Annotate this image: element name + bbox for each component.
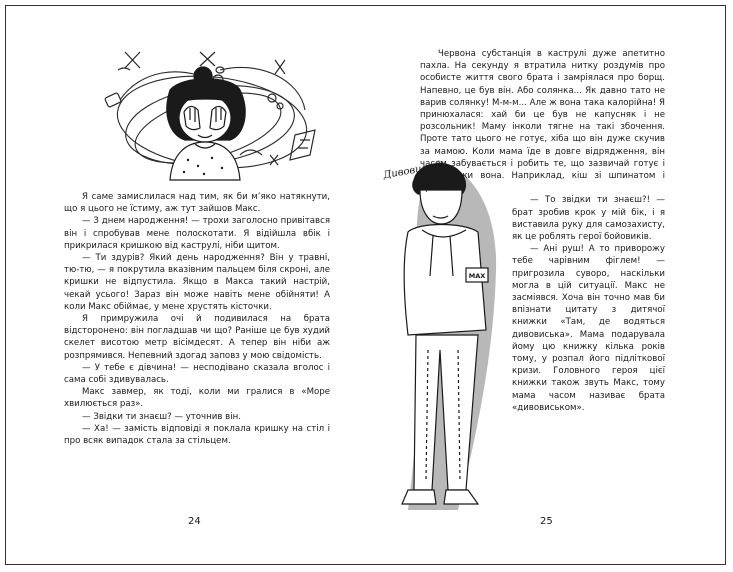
paragraph: Я примружила очі й подивилася на брата відсторонено: він погладшав чи що? Раніше це був худий скелет висотою метр вісімдесят. А тепер він ніби аж розпрямився. Непевний здогад заповз у мою свідомість. — [64, 314, 330, 361]
paragraph: — То звідки ти знаєш?! — брат зробив крок у мій бік, і я виставила руку для самозахисту, як це роблять герої бойовиків. — [512, 195, 665, 243]
paragraph: — Ти здурів? Який день народження? Він у травні, тю-тю, — я покрутила вказівним пальцем біля скроні, але кришки не відпустила. Якщо в Макса такий настрій, чекай усього! Зараз він може навіть мене обійняти! А коли Макс обіймає, у мене хрустять кісточки. — [64, 253, 330, 312]
girl-illustration — [100, 40, 325, 190]
paragraph: — Звідки ти знаєш? — уточнив він. — [82, 411, 241, 422]
illustration-caption: Дивовисько — [382, 159, 446, 182]
left-page-text — [64, 191, 330, 447]
paragraph: — Ха! — замість відповіді я поклала кришку на стіл і про всяк випадок стала за стільцем. — [64, 423, 330, 447]
right-page-text — [420, 48, 665, 414]
paragraph: — У тебе є дівчина! — несподівано сказала вголос і сама собі здивувалась. — [64, 362, 330, 386]
page-number-right: 25 — [540, 516, 553, 527]
paragraph: Червона субстанція в каструлі дуже апетитно пахла. На секунду я втратила нитку роздумів про особисте життя свого брата і замріялася про борщ. Напевно, це був він. Або солянка... Як давно тато не варив солянку! М-м-м... Але ж вона така калорійна! Я принюхалася: хай би це був не капусняк і не розсольник! Маму інколи тягне на такі збочення. Проте тато цього не готує, хіба що він дуже скучив за мамою. Коли мама їде в довге відрядження, він часом забувається і робить те, що зазвичай готує і їсть тільки вона. Наприклад, кіш зі шпинатом і бринзою. — [420, 49, 665, 194]
paragraph: — З днем народження! — трохи заголосно привітався він і спробував мене полоскотати. Я відійшла вбік і прикрилася кришкою від каструлі, ніби щитом. — [64, 216, 330, 251]
sleeve-text: MAX — [468, 272, 486, 280]
paragraph: Я саме замислилася над тим, як би м’яко натякнути, що я цього не їстиму, аж тут зайшов Макс. — [64, 192, 330, 215]
paragraph: — Ані руш! А то приворожу тебе чарівним фіглем! — пригрозила суворо, наскільки могла в цій ситуації. Макс не засміявся. Хоча він точно мав би впізнати цитату з дитячої книжки «Там, де водяться дивовиська». Мама подарувала йому цю книжку кілька років тому, у розпал його підліткової кризи. Головного героя цієї книжки також звуть Макс, тому мама часом називає брата «дивовиськом». — [512, 244, 665, 413]
paragraph: Макс завмер, як тоді, коли ми гралися в «Море хвилюється раз». — [64, 387, 330, 410]
page-number-left: 24 — [188, 516, 201, 527]
